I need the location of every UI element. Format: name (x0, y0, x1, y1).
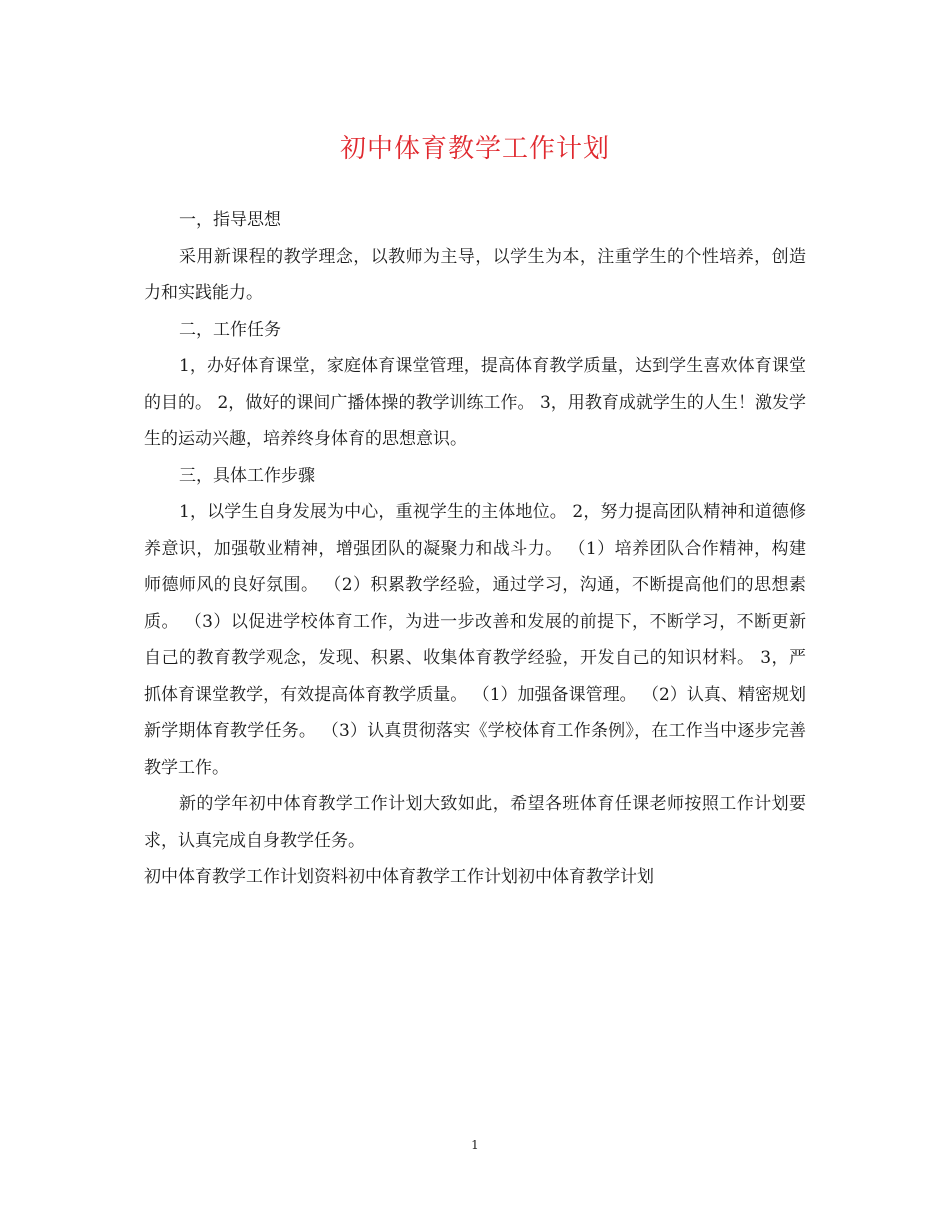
section-heading-guiding-ideology: 一，指导思想 (179, 210, 281, 230)
paragraph-guiding-ideology: 采用新课程的教学理念，以教师为主导，以学生为本，注重学生的个性培养，创造力和实践能力。 (144, 246, 806, 303)
section-heading-work-tasks: 二，工作任务 (179, 319, 281, 340)
paragraph-work-tasks: 1，办好体育课堂，家庭体育课堂管理，提高体育教学质量，达到学生喜欢体育课堂的目的。 2，做好的课间广播体操的教学训练工作。 3，用教育成就学生的人生！激发学生的运动兴趣，培养终身体育的思想意识。 (144, 356, 806, 449)
document-title: 初中体育教学工作计划 (339, 134, 610, 164)
paragraph-conclusion: 新的学年初中体育教学工作计划大致如此，希望各班体育任课老师按照工作计划要求，认真完成自身教学任务。 (144, 794, 806, 851)
paragraph-work-steps: 1，以学生自身发展为中心，重视学生的主体地位。 2，努力提高团队精神和道德修养意识，加强敬业精神，增强团队的凝聚力和战斗力。 （1）培养团队合作精神，构建师德师风的良好氛围。 （2）积累教学经验，通过学习，沟通，不断提高他们的思想素质。 （3）以促进学校体育工作，为进一步改善和发展的前提下，不断学习，不断更新自己的教育教学观念，发现、积累、收集体育教学经验，开发自己的知识材料。 3，严抓体育课堂教学，有效提高体育教学质量。 （1）加强备课管理。 （2）认真、精密规划新学期体育教学任务。 （3）认真贯彻落实《学校体育工作条例》，在工作当中逐步完善教学工作。 (144, 502, 806, 778)
section-heading-work-steps: 三，具体工作步骤 (179, 465, 315, 486)
paragraph-footer-keywords: 初中体育教学工作计划资料初中体育教学工作计划初中体育教学计划 (144, 867, 654, 887)
page-number: 1 (471, 1138, 479, 1152)
document-body (144, 202, 806, 896)
